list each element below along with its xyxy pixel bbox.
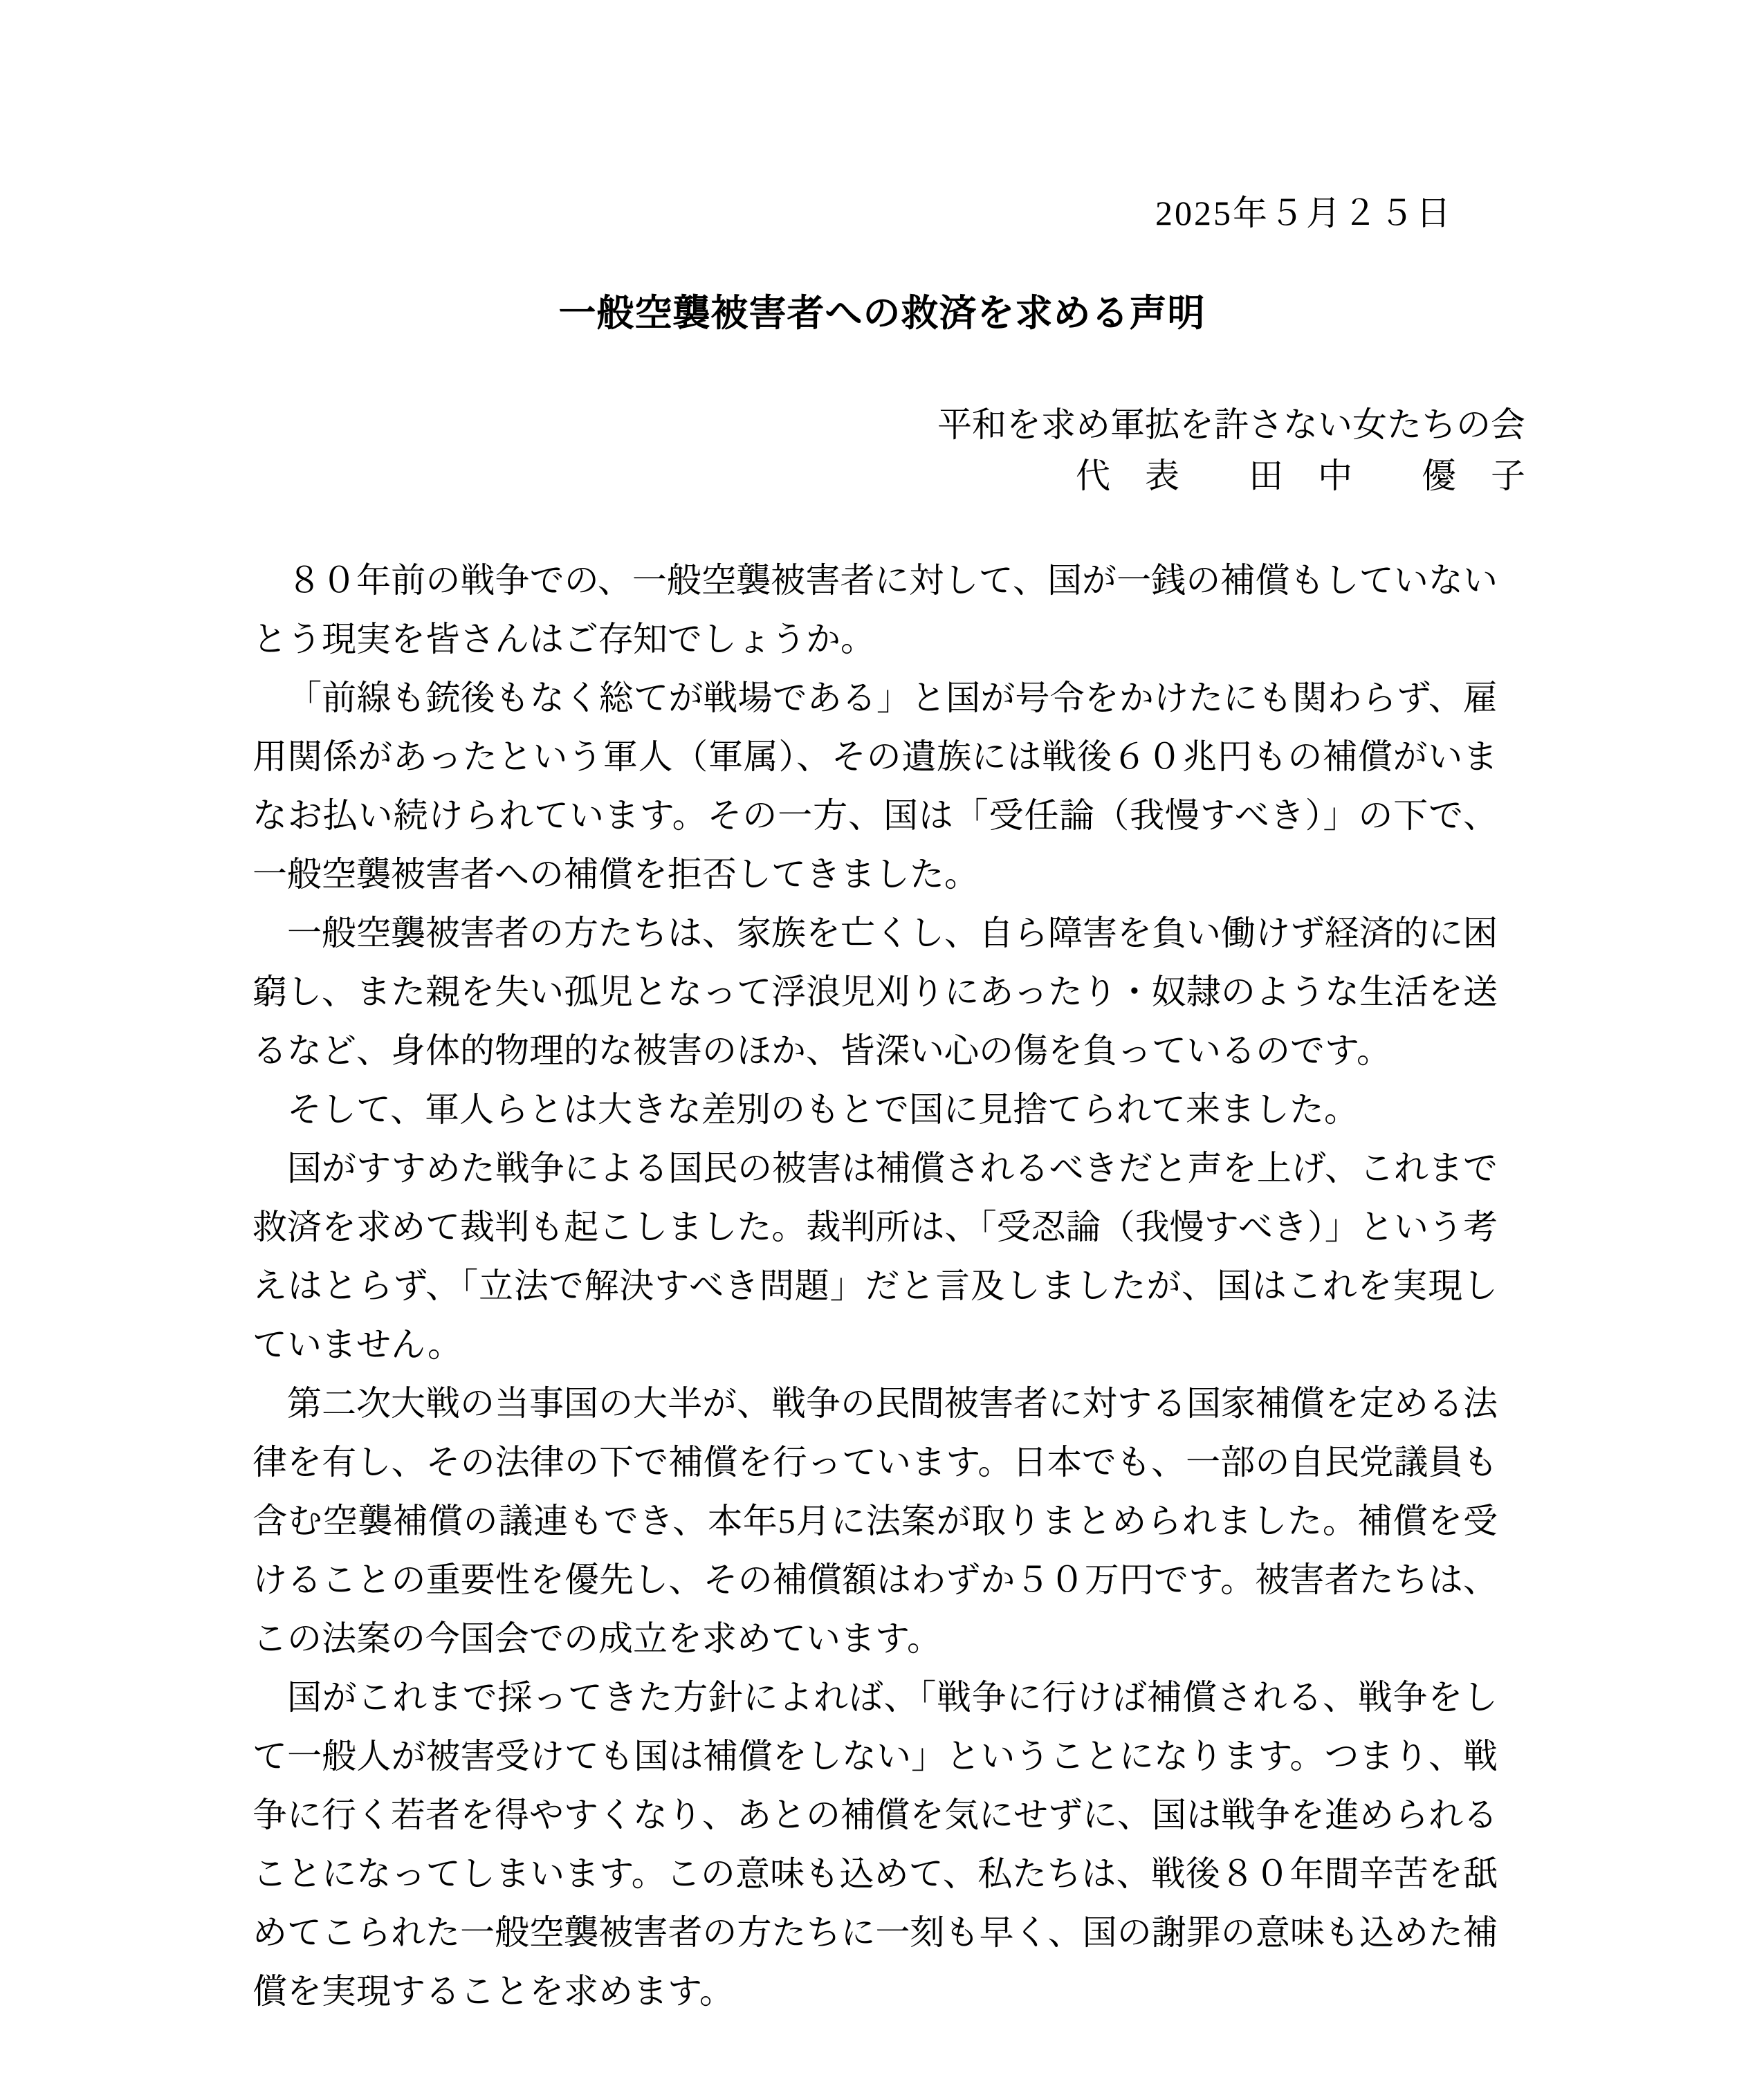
document-title: 一般空襲被害者への救済を求める声明 xyxy=(558,293,1206,334)
body-paragraph-7: 国がこれまで採ってきた方針によれば、「戦争に行けば補償される、戦争をして一般人が被害受けても国は補償をしない」ということになります。つまり、戦争に行く若者を得やすくなり、あとの補償を気にせずに、国は戦争を進められることになってしまいます。この意味も込めて、私たちは、戦後８０年間辛苦を舐めてこられた一般空襲被害者の方たちに一刻も早く、国の謝罪の意味も込めた補償を実現することを求めます。 xyxy=(252,1678,1498,2011)
document-body xyxy=(252,551,1498,2021)
body-paragraph-2: 「前線も銃後もなく総てが戦場である」と国が号令をかけたにも関わらず、雇用関係があったという軍人（軍属）、その遺族には戦後６０兆円もの補償がいまなお払い続けられています。その一方、国は「受任論（我慢すべき）」の下で、一般空襲被害者への補償を拒否してきました。 xyxy=(252,679,1498,894)
organization-name: 平和を求め軍拡を許さない女たちの会 xyxy=(937,405,1525,444)
body-paragraph-1: ８０年前の戦争での、一般空襲被害者に対して、国が一銭の補償もしていないとう現実を皆さんはご存知でしょうか。 xyxy=(252,561,1498,658)
representative-name: 代 表 田 中 優 子 xyxy=(1076,456,1525,495)
signature-block xyxy=(937,399,1525,501)
body-paragraph-3: 一般空襲被害者の方たちは、家族を亡くし、自ら障害を負い働けず経済的に困窮し、また親を失い孤児となって浮浪児刈りにあったり・奴隷のような生活を送るなど、身体的物理的な被害のほか、皆深い心の傷を負っているのです。 xyxy=(252,914,1498,1070)
body-paragraph-6: 第二次大戦の当事国の大半が、戦争の民間被害者に対する国家補償を定める法律を有し、その法律の下で補償を行っています。日本でも、一部の自民党議員も含む空襲補償の議連もでき、本年5月に法案が取りまとめられました。補償を受けることの重要性を優先し、その補償額はわずか５０万円です。被害者たちは、この法案の今国会での成立を求めています。 xyxy=(252,1384,1498,1658)
body-paragraph-4: そして、軍人らとは大きな差別のもとで国に見捨てられて来ました。 xyxy=(287,1090,1359,1129)
body-paragraph-5: 国がすすめた戦争による国民の被害は補償されるべきだと声を上げ、これまで救済を求めて裁判も起こしました。裁判所は、「受忍論（我慢すべき）」という考えはとらず、「立法で解決すべき問題」だと言及しましたが、国はこれを実現していません。 xyxy=(252,1149,1498,1364)
document-date: 2025年５月２５日 xyxy=(1155,194,1453,232)
